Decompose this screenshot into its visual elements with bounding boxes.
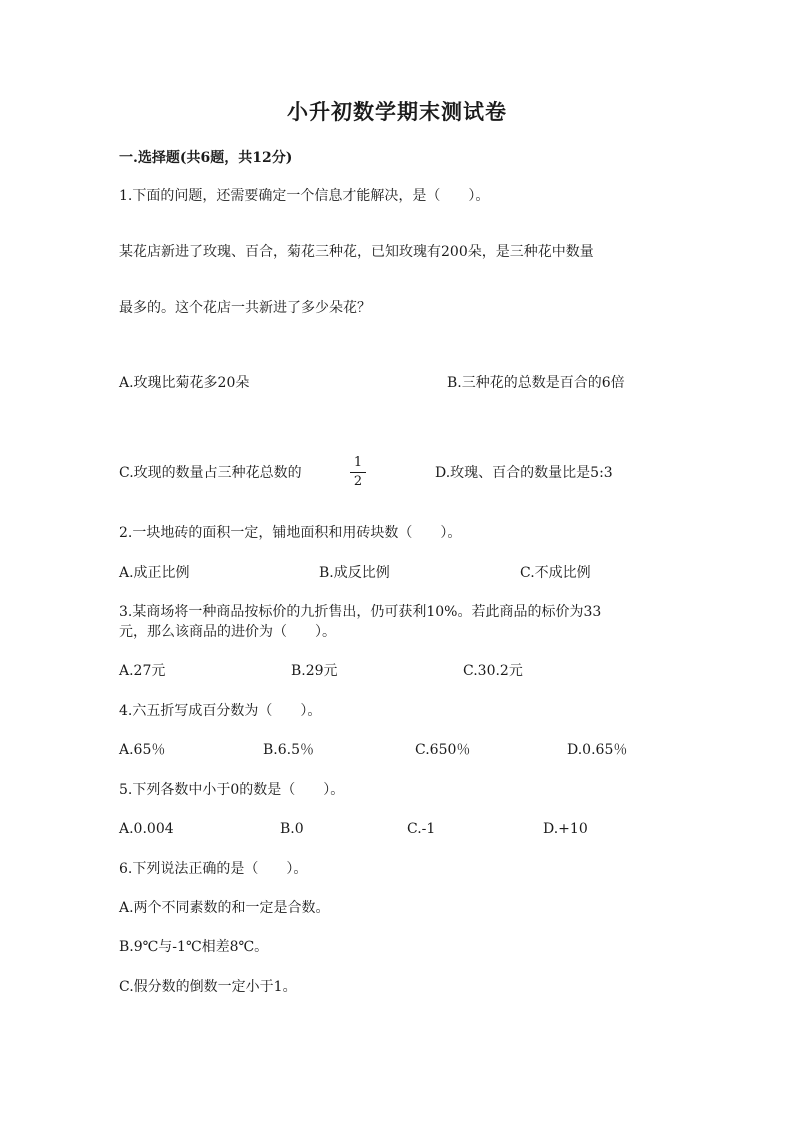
question-3-stem-line-2: 元，那么该商品的进价为（ ）。	[119, 624, 336, 640]
question-2-stem: 2.一块地砖的面积一定，铺地面积和用砖块数（ ）。	[119, 525, 462, 541]
question-6-option-b: B.9℃与-1℃相差8℃。	[119, 939, 269, 955]
question-4-option-d: D.0.65％	[567, 742, 628, 758]
question-3-option-b: B.29元	[291, 663, 338, 679]
question-3-stem-line-1: 3.某商场将一种商品按标价的九折售出，仍可获利10%。若此商品的标价为33	[119, 604, 602, 620]
question-3-option-a: A.27元	[119, 663, 166, 679]
question-4-option-b: B.6.5％	[263, 742, 315, 758]
question-1-body-line-1: 某花店新进了玫瑰、百合，菊花三种花，已知玫瑰有200朵，是三种花中数量	[119, 244, 594, 260]
question-6-option-c: C.假分数的倒数一定小于1。	[119, 979, 297, 995]
fraction-numerator: 1	[353, 455, 363, 470]
question-1-option-d: D.玫瑰、百合的数量比是5:3	[435, 465, 613, 481]
question-4-option-c: C.650％	[415, 742, 471, 758]
question-5-option-a: A.0.004	[119, 821, 174, 837]
question-1-option-a: A.玫瑰比菊花多20朵	[119, 375, 250, 391]
question-1-stem: 1.下面的问题，还需要确定一个信息才能解决，是（ ）。	[119, 188, 490, 204]
page-title: 小升初数学期末测试卷	[287, 99, 507, 124]
question-5-option-b: B.0	[280, 821, 304, 837]
question-6-option-a: A.两个不同素数的和一定是合数。	[119, 900, 330, 916]
question-1-body-line-2: 最多的。这个花店一共新进了多少朵花？	[119, 300, 371, 316]
fraction-bar	[350, 472, 366, 473]
section-heading: 一.选择题(共6题，共12分)	[119, 150, 293, 166]
question-5-option-d: D.+10	[543, 821, 588, 837]
question-2-option-c: C.不成比例	[520, 565, 591, 581]
question-5-option-c: C.-1	[407, 821, 436, 837]
question-1-option-c: C.玫现的数量占三种花总数的	[119, 465, 302, 481]
question-2-option-b: B.成反比例	[319, 565, 390, 581]
question-2-option-a: A.成正比例	[119, 565, 190, 581]
question-4-stem: 4.六五折写成百分数为（ ）。	[119, 703, 322, 719]
question-6-stem: 6.下列说法正确的是（ ）。	[119, 861, 308, 877]
fraction-denominator: 2	[353, 474, 363, 489]
question-4-option-a: A.65％	[119, 742, 166, 758]
question-3-option-c: C.30.2元	[463, 663, 523, 679]
question-1-option-c-fraction	[349, 456, 367, 489]
question-5-stem: 5.下列各数中小于0的数是（ ）。	[119, 782, 345, 798]
question-1-option-b: B.三种花的总数是百合的6倍	[447, 375, 625, 391]
